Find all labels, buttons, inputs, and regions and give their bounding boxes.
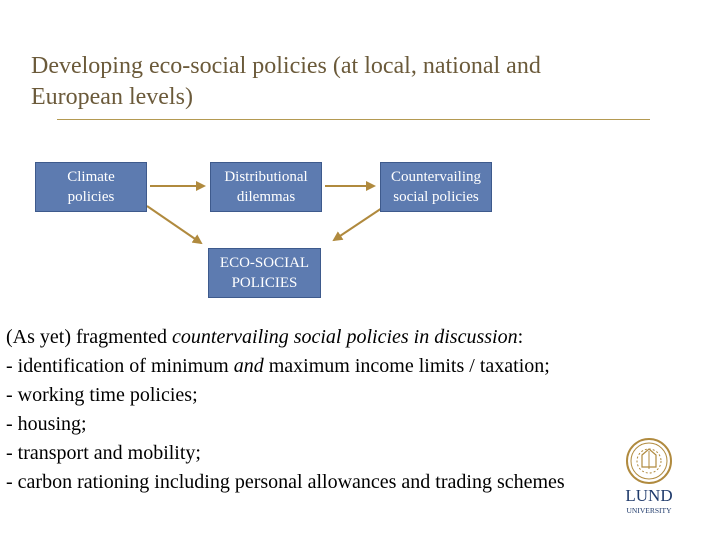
body-line-carbon-rationing: - carbon rationing including personal allowances and trading schemes <box>6 471 565 493</box>
logo-subtitle: UNIVERSITY <box>626 506 672 515</box>
text-segment: (As yet) fragmented <box>6 326 173 348</box>
text-segment: : <box>517 326 524 348</box>
node-countervailing-social-policies: Countervailing social policies <box>380 162 492 212</box>
lund-university-logo <box>615 437 683 517</box>
text-emphasis: countervailing social policies in discussion <box>172 326 518 348</box>
university-seal-icon <box>627 439 671 483</box>
logo-wordmark: LUND <box>625 486 673 505</box>
body-line-income-limits <box>6 352 706 381</box>
arrow-climate-to-ecosocial <box>147 206 201 243</box>
text-segment: - identification of minimum <box>6 355 234 377</box>
node-distributional-dilemmas: Distributional dilemmas <box>210 162 322 212</box>
body-line-transport: - transport and mobility; <box>6 442 201 464</box>
body-line-intro <box>6 323 706 352</box>
text-emphasis: and <box>233 355 264 377</box>
arrow-countervailing-to-ecosocial <box>334 206 385 240</box>
body-text <box>6 323 706 497</box>
body-line-housing: - housing; <box>6 413 87 435</box>
text-segment: maximum income limits / taxation; <box>263 355 550 377</box>
node-eco-social-policies: ECO-SOCIAL POLICIES <box>208 248 321 298</box>
slide-title: Developing eco-social policies (at local, national and European levels) <box>31 53 541 110</box>
node-climate-policies: Climate policies <box>35 162 147 212</box>
body-line-working-time: - working time policies; <box>6 384 198 406</box>
